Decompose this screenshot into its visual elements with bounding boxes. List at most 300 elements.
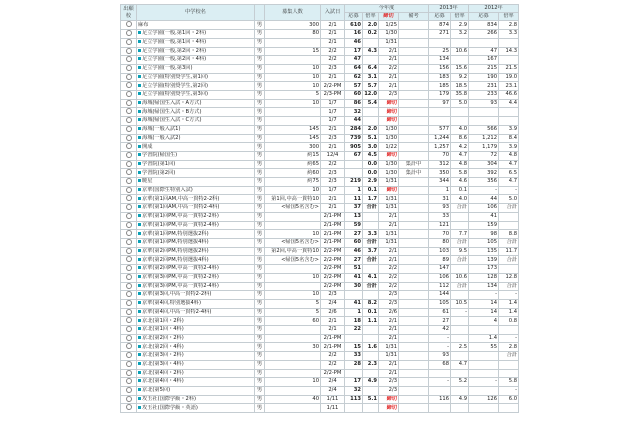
ratio-2012-cell: 8.8 — [499, 230, 519, 239]
header-ratio: 倍率 — [363, 13, 379, 21]
note-cell — [399, 395, 429, 404]
exam-date-cell: 2/1 — [321, 38, 345, 47]
select-radio[interactable] — [126, 230, 132, 236]
table-row — [121, 256, 519, 265]
school-marker-icon — [138, 258, 141, 261]
select-radio[interactable] — [126, 126, 132, 132]
school-name-link[interactable]: 京北(第3回・4科) — [142, 361, 184, 368]
sex-cell: 男 — [255, 299, 265, 308]
select-cell[interactable] — [121, 64, 137, 73]
select-cell[interactable] — [121, 343, 137, 352]
note-cell — [399, 404, 429, 413]
school-name-link[interactable]: 海城(一般入試2) — [142, 134, 181, 141]
apply-cell: 284 — [345, 125, 363, 134]
table-row — [121, 317, 519, 326]
school-name-link[interactable]: 京北(第2回・2科) — [142, 334, 184, 341]
school-name-link[interactable]: 攻玉社(国際学級・2科) — [142, 395, 197, 402]
school-name-link[interactable]: 京華(第3回,中高一貫特2-2科) — [142, 291, 212, 298]
school-name-link[interactable]: 京華(第2回PM,中高一貫特2-4科) — [142, 265, 219, 272]
apply-2013-cell: 105 — [429, 299, 451, 308]
apply-2012-cell: 392 — [469, 169, 499, 178]
ratio-2012-cell: 合計 — [499, 238, 519, 247]
school-name — [137, 178, 255, 187]
deadline-cell: 締切 — [379, 404, 399, 413]
limit-cell — [265, 108, 321, 117]
ratio-2012-cell — [499, 369, 519, 378]
ratio-2012-cell: 3.3 — [499, 30, 519, 39]
select-radio[interactable] — [126, 309, 132, 315]
ratio-2013-cell — [451, 369, 469, 378]
select-cell[interactable] — [121, 369, 137, 378]
ratio-2012-cell: 2.8 — [499, 21, 519, 30]
ratio-2013-cell: 4.2 — [451, 143, 469, 152]
select-radio[interactable] — [126, 117, 132, 123]
table-row — [121, 326, 519, 335]
ratio-2013-cell: 2.9 — [451, 21, 469, 30]
select-radio[interactable] — [126, 326, 132, 332]
school-name-link[interactable]: 京華(第1回AM,中高一貫特2-4科) — [142, 204, 220, 211]
ratio-2013-cell — [451, 334, 469, 343]
table-row — [121, 108, 519, 117]
deadline-cell: 2/1 — [379, 369, 399, 378]
limit-cell: 10 — [265, 186, 321, 195]
select-cell[interactable] — [121, 117, 137, 126]
select-radio[interactable] — [126, 65, 132, 71]
ratio-cell: 合計 — [363, 282, 379, 291]
apply-cell: 67 — [345, 151, 363, 160]
select-radio[interactable] — [126, 204, 132, 210]
apply-2013-cell: 70 — [429, 151, 451, 160]
select-radio[interactable] — [126, 56, 132, 62]
select-cell[interactable] — [121, 212, 137, 221]
limit-cell: 60 — [265, 317, 321, 326]
school-name — [137, 282, 255, 291]
school-name-link[interactable]: 足立学園(一般,第2回・4科) — [142, 56, 207, 63]
deadline-cell: 1/31 — [379, 352, 399, 361]
ratio-cell: 8.2 — [363, 299, 379, 308]
school-name-link[interactable]: 京華(第1回PM,中高一貫特2-4科) — [142, 221, 219, 228]
exam-date-cell: 2/2-PM — [321, 369, 345, 378]
table-row — [121, 247, 519, 256]
school-name-link[interactable]: 京華(第3回PM,中高一貫特2-4科) — [142, 282, 219, 289]
school-marker-icon — [138, 362, 141, 365]
school-name-link[interactable]: 開成 — [142, 143, 153, 150]
select-cell[interactable] — [121, 143, 137, 152]
exam-date-cell: 2/2 — [321, 160, 345, 169]
school-name — [137, 334, 255, 343]
select-radio[interactable] — [126, 161, 132, 167]
select-cell[interactable] — [121, 378, 137, 387]
select-radio[interactable] — [126, 169, 132, 175]
school-marker-icon — [138, 214, 141, 217]
select-cell[interactable] — [121, 169, 137, 178]
school-name — [137, 352, 255, 361]
apply-cell: 57 — [345, 82, 363, 91]
exam-date-cell: 2/2-PM — [321, 256, 345, 265]
ratio-cell: 5.4 — [363, 99, 379, 108]
sex-cell: 男 — [255, 64, 265, 73]
note-cell — [399, 273, 429, 282]
table-row — [121, 291, 519, 300]
exam-date-cell: 2/3 — [321, 178, 345, 187]
note-cell — [399, 186, 429, 195]
select-radio[interactable] — [126, 239, 132, 245]
select-radio[interactable] — [126, 335, 132, 341]
select-radio[interactable] — [126, 387, 132, 393]
school-name-link[interactable]: 足立学園(特別奨学生,第1回) — [142, 73, 209, 80]
select-cell[interactable] — [121, 38, 137, 47]
select-cell[interactable] — [121, 73, 137, 82]
select-radio[interactable] — [126, 48, 132, 54]
school-name-link[interactable]: 京華(第4回,中高一貫特2-4科) — [142, 308, 212, 315]
select-radio[interactable] — [126, 317, 132, 323]
select-cell[interactable] — [121, 247, 137, 256]
select-radio[interactable] — [126, 378, 132, 384]
school-name-link[interactable]: 足立学園(一般,第1回・2科) — [142, 30, 207, 37]
note-cell — [399, 64, 429, 73]
limit-cell: 約65 — [265, 160, 321, 169]
school-name-link[interactable]: 京華(第1回AM,中高一貫特2-2科) — [142, 195, 220, 202]
select-radio[interactable] — [126, 30, 132, 36]
apply-cell: 51 — [345, 265, 363, 274]
ratio-2012-cell: 合計 — [499, 204, 519, 213]
select-radio[interactable] — [126, 343, 132, 349]
school-marker-icon — [138, 319, 141, 322]
select-cell[interactable] — [121, 299, 137, 308]
select-cell[interactable] — [121, 30, 137, 39]
apply-cell: 15 — [345, 343, 363, 352]
select-cell[interactable] — [121, 326, 137, 335]
school-name-link[interactable]: 京華(第3回PM,中高一貫特2-2科) — [142, 274, 219, 281]
select-radio[interactable] — [126, 352, 132, 358]
school-name-link[interactable]: 京華(第4回,特別選抜4科) — [142, 300, 201, 307]
ratio-cell: 12.0 — [364, 91, 377, 98]
ratio-cell: 合計 — [363, 204, 379, 213]
sex-cell: 男 — [255, 117, 265, 126]
school-name-link[interactable]: 足立学園(一般,第3回) — [142, 65, 193, 72]
apply-cell: 27 — [345, 256, 363, 265]
select-cell[interactable] — [121, 82, 137, 91]
ratio-2013-cell — [451, 265, 469, 274]
select-cell[interactable] — [121, 230, 137, 239]
select-radio[interactable] — [126, 82, 132, 88]
results-table-wrapper — [120, 4, 518, 413]
apply-cell: 30 — [345, 282, 363, 291]
select-radio[interactable] — [126, 135, 132, 141]
ratio-cell: 0.1 — [363, 186, 379, 195]
apply-cell: 17 — [345, 378, 363, 387]
school-name — [137, 30, 255, 39]
apply-cell: 16 — [345, 30, 363, 39]
ratio-cell — [363, 334, 379, 343]
select-cell[interactable] — [121, 134, 137, 143]
ratio-cell: 5.7 — [363, 82, 379, 91]
school-name — [137, 256, 255, 265]
header-apply: 応募 — [345, 13, 363, 21]
select-radio[interactable] — [126, 265, 132, 271]
select-radio[interactable] — [126, 256, 132, 262]
select-cell[interactable] — [121, 352, 137, 361]
select-radio[interactable] — [126, 187, 132, 193]
apply-2012-cell: 139 — [469, 256, 499, 265]
exam-date-cell: 2/2 — [321, 47, 345, 56]
exam-date-cell: 2/2 — [321, 352, 345, 361]
apply-cell — [345, 404, 363, 413]
table-row — [121, 117, 519, 126]
deadline-cell: 2/2 — [379, 265, 399, 274]
select-radio[interactable] — [126, 404, 132, 410]
note-cell — [399, 291, 429, 300]
header-select: 出願 校 — [121, 5, 137, 21]
limit-cell: <帰国5名含む> — [265, 256, 321, 265]
apply-2013-cell: 97 — [429, 99, 451, 108]
select-cell[interactable] — [121, 395, 137, 404]
school-marker-icon — [138, 31, 141, 34]
exam-date-cell: 2/1-PM — [321, 212, 345, 221]
school-name — [137, 82, 255, 91]
ratio-2012-cell: 6.5 — [499, 169, 519, 178]
header-note: 備考 — [399, 13, 429, 21]
deadline-cell: 1/31 — [379, 204, 399, 213]
school-name-link[interactable]: 海城(帰国生入試・A方式) — [142, 99, 202, 106]
select-cell[interactable] — [121, 291, 137, 300]
table-row — [121, 343, 519, 352]
school-name-link[interactable]: 京北(第1回・4科) — [142, 326, 184, 333]
apply-2013-cell: 80 — [429, 238, 451, 247]
apply-2013-cell: 147 — [429, 265, 451, 274]
ratio-2013-cell: 10.6 — [451, 47, 469, 56]
select-radio[interactable] — [126, 143, 132, 149]
school-name-link[interactable]: 暁星 — [142, 178, 153, 185]
apply-2013-cell: 89 — [429, 256, 451, 265]
select-radio[interactable] — [126, 91, 132, 97]
limit-cell: 5 — [265, 308, 321, 317]
limit-cell — [265, 369, 321, 378]
school-name-link[interactable]: 京北(第4回・4科) — [142, 378, 184, 385]
apply-2013-cell: 134 — [429, 56, 451, 65]
school-name-link[interactable]: 京華(第2回PM,特別選抜2科) — [142, 247, 209, 254]
select-cell[interactable] — [121, 386, 137, 395]
select-radio[interactable] — [126, 248, 132, 254]
select-cell[interactable] — [121, 99, 137, 108]
ratio-2013-cell — [451, 212, 469, 221]
sex-cell: 男 — [255, 99, 265, 108]
school-name-link[interactable]: 海城(一般入試1) — [142, 126, 181, 133]
select-cell[interactable] — [121, 308, 137, 317]
school-name-link[interactable]: 海城(帰国生入試・B方式) — [142, 108, 202, 115]
school-name-link[interactable]: 海城(帰国生入試・C方式) — [142, 117, 202, 124]
school-marker-icon — [138, 371, 141, 374]
select-radio[interactable] — [126, 361, 132, 367]
exam-date-cell: 2/1 — [321, 73, 345, 82]
table-row — [121, 82, 519, 91]
exam-date-cell: 2/3-PM — [321, 91, 345, 100]
limit-cell: 約15 — [265, 151, 321, 160]
select-cell[interactable] — [121, 282, 137, 291]
apply-2012-cell: 126 — [469, 395, 499, 404]
apply-cell: 22 — [345, 326, 363, 335]
ratio-2012-cell — [499, 404, 519, 413]
school-name-link[interactable]: 足立学園(特別奨学生,第3回) — [142, 91, 209, 98]
ratio-2013-cell — [451, 56, 469, 65]
apply-cell: 28 — [345, 360, 363, 369]
select-radio[interactable] — [126, 152, 132, 158]
exam-date-cell: 2/6 — [321, 308, 345, 317]
school-name-link[interactable]: 京華(第1回PM,特別選抜4科) — [142, 239, 209, 246]
school-name — [137, 151, 255, 160]
select-cell[interactable] — [121, 265, 137, 274]
table-row — [121, 282, 519, 291]
school-name-link[interactable]: 京華(第2回PM,特別選抜4科) — [142, 256, 209, 263]
school-name-link[interactable]: 足立学園(特別奨学生,第2回) — [142, 82, 209, 89]
exam-date-cell: 12/4 — [321, 151, 345, 160]
school-name-link[interactable]: 京北(第5回) — [142, 387, 171, 394]
select-radio[interactable] — [126, 274, 132, 280]
select-cell[interactable] — [121, 178, 137, 187]
ratio-2012-cell: 19.0 — [499, 73, 519, 82]
apply-2013-cell: 312 — [429, 160, 451, 169]
school-name — [137, 273, 255, 282]
ratio-2012-cell: 2.8 — [499, 343, 519, 352]
select-cell[interactable] — [121, 404, 137, 413]
select-radio[interactable] — [126, 195, 132, 201]
school-name-link[interactable]: 足立学園(一般,第2回・2科) — [142, 47, 207, 54]
table-row — [121, 178, 519, 187]
ratio-2013-cell: 合計 — [451, 256, 469, 265]
select-cell[interactable] — [121, 160, 137, 169]
select-cell[interactable] — [121, 238, 137, 247]
sex-cell: 男 — [255, 212, 265, 221]
select-cell[interactable] — [121, 334, 137, 343]
select-radio[interactable] — [126, 21, 132, 27]
select-cell[interactable] — [121, 21, 137, 30]
school-name-link[interactable]: 足立学園(一般,第1回・4科) — [142, 39, 207, 46]
deadline-cell: 2/2 — [379, 64, 399, 73]
select-cell[interactable] — [121, 108, 137, 117]
table-row — [121, 151, 519, 160]
table-row — [121, 169, 519, 178]
school-name-link[interactable]: 学習院(第2回) — [142, 169, 176, 176]
select-cell[interactable] — [121, 273, 137, 282]
apply-2012-cell: 167 — [469, 56, 499, 65]
exam-date-cell: 1/7 — [321, 186, 345, 195]
select-cell[interactable] — [121, 56, 137, 65]
school-name-link[interactable]: 京北(第2回・4科) — [142, 343, 184, 350]
school-name-link[interactable]: 学習院(第1回) — [142, 160, 176, 167]
select-cell[interactable] — [121, 204, 137, 213]
ratio-2013-cell: 5.0 — [451, 99, 469, 108]
table-row — [121, 143, 519, 152]
select-cell[interactable] — [121, 317, 137, 326]
school-name-link[interactable]: 京北(第4回・2科) — [142, 369, 184, 376]
select-radio[interactable] — [126, 370, 132, 376]
exam-date-cell: 2/4 — [321, 299, 345, 308]
select-radio[interactable] — [126, 178, 132, 184]
select-radio[interactable] — [126, 222, 132, 228]
note-cell: 集計中 — [399, 169, 429, 178]
school-name-link[interactable]: 学習院(帰国生) — [142, 152, 178, 159]
select-radio[interactable] — [126, 39, 132, 45]
select-radio[interactable] — [126, 74, 132, 80]
school-name-link[interactable]: 京北(第1回・2科) — [142, 317, 184, 324]
header-ratio-2013: 倍率 — [451, 13, 469, 21]
apply-2013-cell: 61 — [429, 308, 451, 317]
select-cell[interactable] — [121, 360, 137, 369]
select-radio[interactable] — [126, 283, 132, 289]
select-radio[interactable] — [126, 213, 132, 219]
apply-cell: 13 — [345, 212, 363, 221]
ratio-cell — [363, 117, 379, 126]
select-cell[interactable] — [121, 186, 137, 195]
ratio-cell: 3.3 — [363, 230, 379, 239]
select-cell[interactable] — [121, 47, 137, 56]
select-radio[interactable] — [126, 396, 132, 402]
sex-cell: 男 — [255, 38, 265, 47]
school-name-link[interactable]: 京華(第1回PM,中高一貫特2-2科) — [142, 213, 219, 220]
ratio-2013-cell: 合計 — [451, 204, 469, 213]
ratio-2013-cell: 15.6 — [451, 64, 469, 73]
apply-2013-cell: - — [429, 334, 451, 343]
sex-cell: 男 — [255, 282, 265, 291]
note-cell — [399, 56, 429, 65]
ratio-cell: 合計 — [363, 256, 379, 265]
select-cell[interactable] — [121, 195, 137, 204]
select-radio[interactable] — [126, 291, 132, 297]
exam-date-cell: 2/3 — [321, 291, 345, 300]
limit-cell: 10 — [265, 291, 321, 300]
note-cell — [399, 204, 429, 213]
select-cell[interactable] — [121, 151, 137, 160]
exam-date-cell: 2/1-PM — [321, 334, 345, 343]
ratio-cell: 4.5 — [363, 151, 379, 160]
apply-2012-cell: 159 — [469, 221, 499, 230]
apply-2012-cell: 55 — [469, 343, 499, 352]
ratio-cell: 2.0 — [363, 21, 379, 30]
select-cell[interactable] — [121, 256, 137, 265]
sex-cell: 男 — [255, 360, 265, 369]
apply-2012-cell: 173 — [469, 265, 499, 274]
school-name-link[interactable]: 京北(第3回・2科) — [142, 352, 184, 359]
deadline-cell: 締切 — [379, 117, 399, 126]
school-name-link[interactable]: 京華(第1回PM,特別選抜2科) — [142, 230, 209, 237]
select-radio[interactable] — [126, 108, 132, 114]
apply-cell: 11 — [345, 195, 363, 204]
sex-cell: 男 — [255, 247, 265, 256]
exam-date-cell: 2/1 — [321, 125, 345, 134]
deadline-cell: 締切 — [379, 395, 399, 404]
apply-2012-cell: 1,179 — [469, 143, 499, 152]
select-radio[interactable] — [126, 300, 132, 306]
sex-cell: 男 — [255, 195, 265, 204]
deadline-cell: 2/1 — [379, 256, 399, 265]
school-name-link[interactable]: 攻玉社(国際学級・英語) — [142, 404, 198, 411]
header-ratio-2012: 倍率 — [499, 13, 519, 21]
select-cell[interactable] — [121, 221, 137, 230]
ratio-2012-cell: 3.9 — [499, 125, 519, 134]
apply-2012-cell — [469, 108, 499, 117]
ratio-2013-cell: 9.5 — [451, 247, 469, 256]
select-cell[interactable] — [121, 125, 137, 134]
select-cell[interactable] — [121, 91, 137, 100]
note-cell — [399, 73, 429, 82]
exam-date-cell: 2/3 — [321, 169, 345, 178]
note-cell — [399, 151, 429, 160]
school-name-link[interactable]: 京華(国際生特別入試) — [142, 187, 193, 194]
select-radio[interactable] — [126, 100, 132, 106]
ratio-2012-cell: 46.6 — [499, 91, 519, 100]
apply-2012-cell: 98 — [469, 230, 499, 239]
ratio-2013-cell — [451, 352, 469, 361]
